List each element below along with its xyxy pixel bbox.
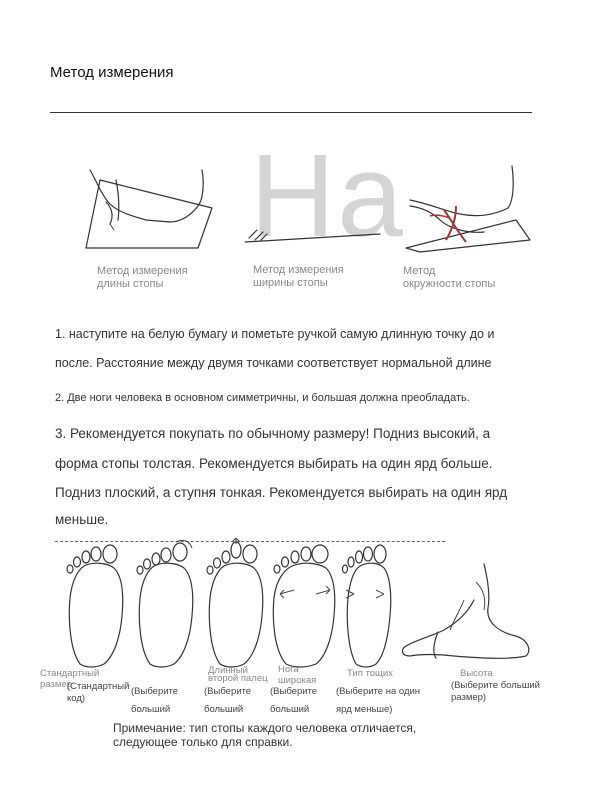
page-title: Метод измерения [50,64,174,81]
method-caption-circumference: Метод окружности стопы [403,265,496,290]
footnote-line1: Примечание: тип стопы каждого человека отличается, [113,721,417,735]
foot-type-advice-6: (Выберите больший размер) [451,680,540,703]
foot-egyptian-icon [132,540,200,670]
foot-type-advice-5: (Выберите на один ярд меньше) [336,686,421,715]
foot-type-name-4: Нога широкая [278,664,317,686]
foot-high-instep-icon [398,560,540,670]
foot-type-name-1: Стандартный размер [40,668,100,690]
step3-line1: 3. Рекомендуется покупать по обычному размеру! Подниз высокий, а [55,426,491,441]
title-divider [50,112,532,113]
foot-circumference-illustration [400,160,540,255]
method-caption-width: Метод измерения ширины стопы [253,264,344,289]
step3-line2: форма стопы толстая. Рекомендуется выбирать на один ярд больше. [55,456,493,471]
step3-line3: Подниз плоский, а ступня тонкая. Рекомендуется выбирать на один ярд [55,485,508,500]
footnote-line2: следующее только для справки. [113,735,293,749]
foot-type-advice-2: (Выберите больший [131,686,179,715]
step2-text: 2. Две ноги человека в основном симметричны, и большая должна преобладать. [55,392,470,404]
foot-width-illustration [235,160,385,255]
foot-narrow-icon [338,540,400,670]
step3-line4: меньше. [55,512,109,527]
foot-long-second-toe-icon [202,538,270,670]
watermark: Ha [250,130,405,262]
foot-type-name-5: Тип тощих [347,668,393,679]
foot-type-name-3: Длинный второй палец [208,665,268,684]
step1-line2: после. Расстояние между двумя точками соответствует нормальной длине [55,356,492,370]
foot-length-illustration [80,160,230,255]
footnote [113,721,416,749]
foot-standard-icon [62,540,130,670]
foot-type-name-6: Высота [460,668,493,679]
foot-wide-icon [270,540,340,670]
foot-type-advice-1: (Стандартный код) [67,681,130,704]
step1-line1: 1. наступите на белую бумагу и пометьте ручкой самую длинную точку до и [55,327,495,341]
foot-type-advice-3: (Выберите больший [204,686,252,715]
foot-type-advice-4: (Выберите больший [270,686,318,715]
method-caption-length: Метод измерения длины стопы [97,265,188,290]
